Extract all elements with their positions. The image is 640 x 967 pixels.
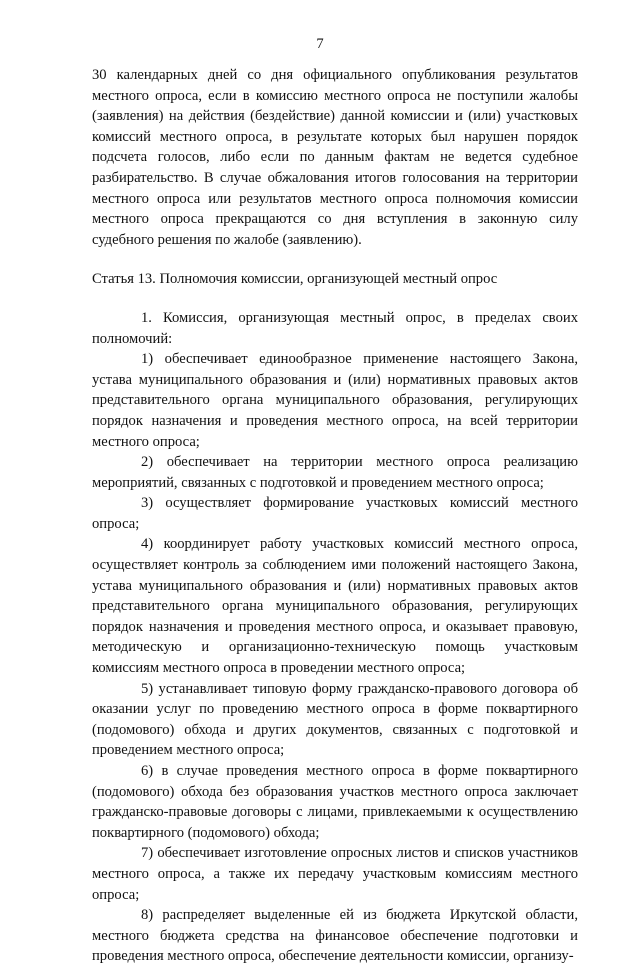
paragraph-item-3: 3) осуществляет формирование участковых комиссий местного опроса; bbox=[92, 495, 578, 532]
paragraph-item-5: 5) устанавливает типовую форму гражданско-правового договора об оказании услуг по проведению местного опроса в форме поквартирного (подомового) обхода и других документов, связанных с подготовкой и проведением местного опроса; bbox=[92, 680, 578, 759]
paragraph-clause-1: 1. Комиссия, организующая местный опрос, в пределах своих полномочий: bbox=[92, 309, 578, 347]
paragraph-item-7: 7) обеспечивает изготовление опросных листов и списков участников местного опроса, а также их передачу участковым комиссиям местного опроса; bbox=[92, 845, 578, 903]
article-heading: Статья 13. Полномочия комиссии, организующей местный опрос bbox=[92, 271, 498, 288]
paragraph-item-8: 8) распределяет выделенные ей из бюджета Иркутской области, местного бюджета средства на финансовое обеспечение подготовки и проведения местного опроса, обеспечение деятельности комиссии, организу- bbox=[92, 907, 578, 965]
paragraph-item-4: 4) координирует работу участковых комиссий местного опроса, осуществляет контроль за соблюдением ими положений настоящего Закона, устава муниципального образования и (или) нормативных правовых актов представительного органа муниципального образования, регулирующих порядок назначения и проведения местного опроса, и оказывает правовую, методическую и организационно-техническую помощь участковым комиссиям местного опроса в проведении местного опроса; bbox=[92, 536, 578, 677]
paragraph-item-2: 2) обеспечивает на территории местного опроса реализацию мероприятий, связанных с подготовкой и проведением местного опроса; bbox=[92, 454, 578, 491]
document-body bbox=[92, 65, 578, 967]
page-number: 7 bbox=[316, 36, 324, 52]
paragraph-item-6: 6) в случае проведения местного опроса в форме поквартирного (подомового) обхода без образования участков местного опроса заключает гражданско-правовые договоры с лицами, привлекаемыми к осуществлению поквартирного (подомового) обхода; bbox=[92, 763, 578, 841]
paragraph-item-1: 1) обеспечивает единообразное применение настоящего Закона, устава муниципального образования и (или) нормативных правовых актов представительного органа муниципального образования, регулирующих порядок назначения и проведения местного опроса, на всей территории местного опроса; bbox=[92, 351, 578, 450]
intro-paragraph: 30 календарных дней со дня официального опубликования результатов местного опроса, если в комиссию местного опроса не поступили жалобы (заявления) на действия (бездействие) данной комиссии и (или) участковых комиссий местного опроса, в результате которых был нарушен порядок подсчета голосов, либо если по данным фактам не ведется судебное разбирательство. В случае обжалования итогов голосования на территории местного опроса или результатов местного опроса полномочия комиссии местного опроса прекращаются со дня вступления в законную силу судебного решения по жалобе (заявлению). bbox=[92, 67, 578, 248]
